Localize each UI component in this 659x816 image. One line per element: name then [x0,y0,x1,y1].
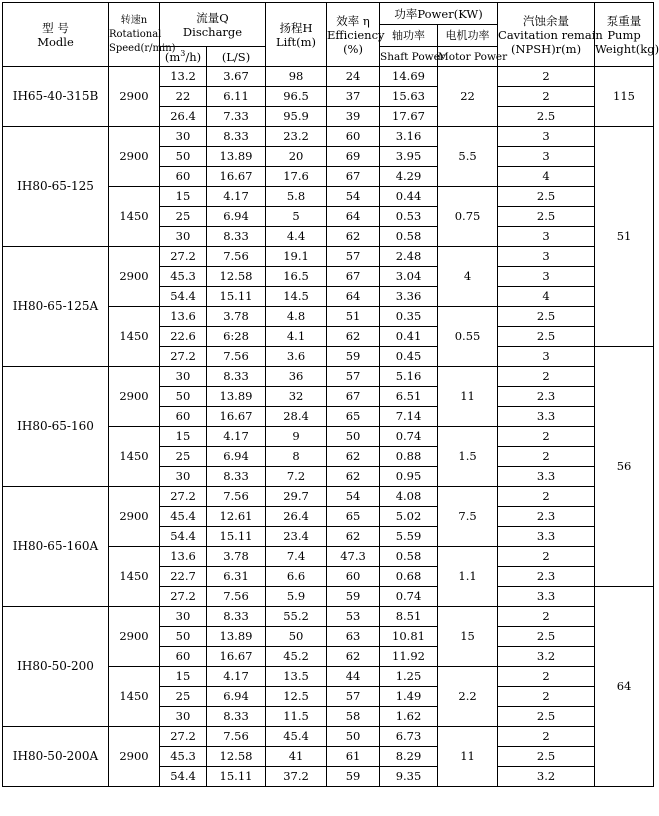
shaft-power-cell: 0.74 [380,427,438,447]
speed-cell: 2900 [109,67,160,127]
motor-power-cell: 2.2 [438,667,498,727]
motor-power-cell: 0.75 [438,187,498,247]
lift-cell: 36 [266,367,327,387]
discharge-ls-cell: 6.31 [207,567,266,587]
speed-cell: 1450 [109,427,160,487]
lift-cell: 20 [266,147,327,167]
page [2,2,659,787]
efficiency-cell: 44 [327,667,380,687]
efficiency-cell: 62 [327,327,380,347]
shaft-power-cell: 9.35 [380,767,438,787]
lift-cell: 37.2 [266,767,327,787]
discharge-m3h-cell: 60 [160,407,207,427]
discharge-ls-cell: 7.56 [207,487,266,507]
shaft-power-cell: 0.44 [380,187,438,207]
speed-cell: 1450 [109,307,160,367]
lift-cell: 45.4 [266,727,327,747]
npsh-cell: 2 [498,547,595,567]
discharge-ls-cell: 3.78 [207,547,266,567]
discharge-m3h-cell: 45.4 [160,507,207,527]
efficiency-cell: 59 [327,767,380,787]
npsh-cell: 2 [498,427,595,447]
shaft-power-cell: 10.81 [380,627,438,647]
header-weight [595,3,659,67]
shaft-power-cell: 2.48 [380,247,438,267]
discharge-ls-cell: 6.94 [207,687,266,707]
header-speed-cn: 转速n [120,14,148,26]
efficiency-cell: 62 [327,467,380,487]
npsh-cell: 3 [498,247,595,267]
shaft-power-cell: 0.53 [380,207,438,227]
lift-cell: 95.9 [266,107,327,127]
lift-cell: 23.2 [266,127,327,147]
motor-power-cell: 1.1 [438,547,498,607]
npsh-cell: 2.5 [498,187,595,207]
npsh-cell: 2.5 [498,707,595,727]
discharge-m3h-cell: 50 [160,627,207,647]
discharge-ls-cell: 8.33 [207,707,266,727]
discharge-ls-cell: 16.67 [207,647,266,667]
discharge-m3h-cell: 60 [160,167,207,187]
discharge-m3h-cell: 22.7 [160,567,207,587]
lift-cell: 4.8 [266,307,327,327]
discharge-ls-cell: 8.33 [207,127,266,147]
model-cell: IH80-50-200A [3,727,109,787]
motor-power-cell: 7.5 [438,487,498,547]
pump-weight-cell: 51 [595,127,654,347]
lift-cell: 12.5 [266,687,327,707]
efficiency-cell: 69 [327,147,380,167]
header-power-title: 功率Power(KW) [380,3,498,25]
discharge-ls-cell: 8.33 [207,227,266,247]
table-row [3,247,654,267]
header-lift-en: Lift(m) [275,34,317,49]
discharge-ls-cell: 3.67 [207,67,266,87]
efficiency-cell: 63 [327,627,380,647]
efficiency-cell: 39 [327,107,380,127]
speed-cell: 2900 [109,247,160,307]
speed-cell: 1450 [109,667,160,727]
lift-cell: 7.4 [266,547,327,567]
header-discharge-cn: 流量Q [196,10,229,25]
npsh-cell: 2.5 [498,107,595,127]
speed-cell: 2900 [109,487,160,547]
efficiency-cell: 60 [327,127,380,147]
efficiency-cell: 67 [327,167,380,187]
npsh-cell: 2 [498,447,595,467]
discharge-ls-cell: 15.11 [207,767,266,787]
npsh-cell: 3 [498,267,595,287]
shaft-power-cell: 8.51 [380,607,438,627]
discharge-m3h-cell: 54.4 [160,767,207,787]
speed-cell: 2900 [109,127,160,187]
shaft-power-cell: 0.58 [380,547,438,567]
header-discharge-unit-m3: $(m^3/h)$ [160,47,207,67]
discharge-m3h-cell: 45.3 [160,267,207,287]
shaft-power-cell: 6.51 [380,387,438,407]
discharge-ls-cell: 7.56 [207,247,266,267]
speed-cell: 1450 [109,187,160,247]
shaft-power-cell: 0.58 [380,227,438,247]
npsh-cell: 2.5 [498,747,595,767]
header-npsh-unit: (NPSH)r(m) [511,41,582,56]
shaft-power-cell: 5.59 [380,527,438,547]
shaft-power-cell: 4.29 [380,167,438,187]
npsh-cell: 3 [498,227,595,247]
motor-power-cell: 4 [438,247,498,307]
header-npsh-en: Cavitation remain [498,27,603,42]
lift-cell: 32 [266,387,327,407]
lift-cell: 96.5 [266,87,327,107]
efficiency-cell: 62 [327,527,380,547]
motor-power-cell: 11 [438,727,498,787]
discharge-ls-cell: 6.94 [207,207,266,227]
discharge-ls-cell: 4.17 [207,187,266,207]
shaft-power-cell: 0.68 [380,567,438,587]
npsh-cell: 2 [498,727,595,747]
npsh-cell: 3.3 [498,407,595,427]
lift-cell: 41 [266,747,327,767]
model-cell: IH80-65-125 [3,127,109,247]
motor-power-cell: 5.5 [438,127,498,187]
discharge-ls-cell: 6.11 [207,87,266,107]
header-weight-cn: 泵重量 [606,13,642,28]
npsh-cell: 4 [498,167,595,187]
discharge-ls-cell: 6.94 [207,447,266,467]
efficiency-cell: 57 [327,247,380,267]
discharge-m3h-cell: 54.4 [160,287,207,307]
lift-cell: 29.7 [266,487,327,507]
efficiency-cell: 62 [327,647,380,667]
table-row [3,607,654,627]
npsh-cell: 3.3 [498,587,595,607]
discharge-ls-cell: 3.78 [207,307,266,327]
npsh-cell: 3.3 [498,527,595,547]
discharge-ls-cell: 16.67 [207,167,266,187]
efficiency-cell: 62 [327,227,380,247]
table-row [3,487,654,507]
lift-cell: 50 [266,627,327,647]
header-speed-en1: Rotational [109,28,162,40]
shaft-power-cell: 5.16 [380,367,438,387]
efficiency-cell: 58 [327,707,380,727]
motor-power-cell: 1.5 [438,427,498,487]
shaft-power-cell: 3.16 [380,127,438,147]
shaft-power-cell: 11.92 [380,647,438,667]
npsh-cell: 3 [498,127,595,147]
npsh-cell: 3.2 [498,647,595,667]
discharge-m3h-cell: 30 [160,707,207,727]
npsh-cell: 2.3 [498,567,595,587]
discharge-m3h-cell: 60 [160,647,207,667]
npsh-cell: 3.2 [498,767,595,787]
efficiency-cell: 64 [327,287,380,307]
discharge-m3h-cell: 13.6 [160,307,207,327]
efficiency-cell: 54 [327,487,380,507]
table-row [3,727,654,747]
header-weight-en2: Weight(kg) [595,41,659,56]
npsh-cell: 2.5 [498,207,595,227]
shaft-power-cell: 0.35 [380,307,438,327]
efficiency-cell: 53 [327,607,380,627]
npsh-cell: 2 [498,367,595,387]
efficiency-cell: 47.3 [327,547,380,567]
shaft-power-cell: 1.49 [380,687,438,707]
discharge-ls-cell: 7.56 [207,347,266,367]
discharge-m3h-cell: 15 [160,187,207,207]
shaft-power-cell: 0.45 [380,347,438,367]
speed-cell: 2900 [109,607,160,667]
shaft-power-cell: 1.25 [380,667,438,687]
discharge-ls-cell: 7.33 [207,107,266,127]
lift-cell: 13.5 [266,667,327,687]
header-row-1 [3,3,654,25]
discharge-m3h-cell: 13.6 [160,547,207,567]
shaft-power-cell: 4.08 [380,487,438,507]
discharge-m3h-cell: 27.2 [160,347,207,367]
model-cell: IH80-65-160 [3,367,109,487]
efficiency-cell: 57 [327,687,380,707]
header-shaft-cn: 轴功率 [380,25,438,47]
npsh-cell: 2.5 [498,307,595,327]
efficiency-cell: 50 [327,427,380,447]
speed-cell: 2900 [109,727,160,787]
efficiency-cell: 59 [327,347,380,367]
discharge-ls-cell: 13.89 [207,147,266,167]
discharge-m3h-cell: 27.2 [160,487,207,507]
header-discharge [160,3,266,47]
pump-weight-cell: 115 [595,67,654,127]
efficiency-cell: 54 [327,187,380,207]
motor-power-cell: 0.55 [438,307,498,367]
efficiency-cell: 67 [327,267,380,287]
efficiency-cell: 59 [327,587,380,607]
header-speed [109,3,176,67]
shaft-power-cell: 7.14 [380,407,438,427]
lift-cell: 8 [266,447,327,467]
discharge-m3h-cell: 25 [160,207,207,227]
header-model-en: Modle [37,34,74,49]
discharge-ls-cell: 15.11 [207,287,266,307]
efficiency-cell: 61 [327,747,380,767]
npsh-cell: 2.5 [498,627,595,647]
lift-cell: 7.2 [266,467,327,487]
shaft-power-cell: 0.95 [380,467,438,487]
header-lift-cn: 扬程H [279,20,313,35]
header-efficiency-unit: (%) [343,41,363,56]
shaft-power-cell: 14.69 [380,67,438,87]
header-efficiency-en: Efficiency [327,27,385,42]
header-motor-cn: 电机功率 [438,25,498,47]
model-cell: IH80-65-160A [3,487,109,607]
discharge-m3h-cell: 45.3 [160,747,207,767]
shaft-power-cell: 17.67 [380,107,438,127]
lift-cell: 6.6 [266,567,327,587]
motor-power-cell: 11 [438,367,498,427]
discharge-m3h-cell: 22 [160,87,207,107]
discharge-ls-cell: 6:28 [207,327,266,347]
header-npsh [498,3,603,67]
model-cell: IH80-50-200 [3,607,109,727]
lift-cell: 26.4 [266,507,327,527]
npsh-cell: 3.3 [498,467,595,487]
header-discharge-unit-ls: (L/S) [207,47,266,67]
discharge-m3h-cell: 22.6 [160,327,207,347]
table-row [3,67,654,87]
lift-cell: 28.4 [266,407,327,427]
lift-cell: 14.5 [266,287,327,307]
shaft-power-cell: 0.74 [380,587,438,607]
discharge-m3h-cell: 27.2 [160,727,207,747]
speed-cell: 1450 [109,547,160,607]
efficiency-cell: 60 [327,567,380,587]
discharge-m3h-cell: 30 [160,227,207,247]
efficiency-cell: 57 [327,367,380,387]
discharge-ls-cell: 13.89 [207,387,266,407]
lift-cell: 55.2 [266,607,327,627]
lift-cell: 5 [266,207,327,227]
npsh-cell: 2.5 [498,327,595,347]
shaft-power-cell: 15.63 [380,87,438,107]
motor-power-cell: 15 [438,607,498,667]
header-efficiency [327,3,385,67]
npsh-cell: 2 [498,667,595,687]
header-shaft-en: Shaft Power [380,47,438,67]
npsh-cell: 4 [498,287,595,307]
header-lift [266,3,327,67]
efficiency-cell: 51 [327,307,380,327]
shaft-power-cell: 3.04 [380,267,438,287]
discharge-m3h-cell: 25 [160,687,207,707]
discharge-ls-cell: 7.56 [207,587,266,607]
lift-cell: 98 [266,67,327,87]
discharge-ls-cell: 8.33 [207,367,266,387]
header-efficiency-cn: 效率 η [336,13,370,28]
efficiency-cell: 24 [327,67,380,87]
discharge-m3h-cell: 25 [160,447,207,467]
discharge-ls-cell: 4.17 [207,427,266,447]
discharge-m3h-cell: 27.2 [160,247,207,267]
lift-cell: 19.1 [266,247,327,267]
efficiency-cell: 50 [327,727,380,747]
discharge-ls-cell: 8.33 [207,467,266,487]
npsh-cell: 2.3 [498,387,595,407]
header-weight-en1: Pump [607,27,641,42]
discharge-m3h-cell: 50 [160,387,207,407]
shaft-power-cell: 0.41 [380,327,438,347]
discharge-ls-cell: 13.89 [207,627,266,647]
lift-cell: 9 [266,427,327,447]
lift-cell: 3.6 [266,347,327,367]
discharge-ls-cell: 12.58 [207,747,266,767]
efficiency-cell: 37 [327,87,380,107]
discharge-ls-cell: 12.61 [207,507,266,527]
shaft-power-cell: 8.29 [380,747,438,767]
shaft-power-cell: 0.88 [380,447,438,467]
discharge-m3h-cell: 54.4 [160,527,207,547]
npsh-cell: 2 [498,687,595,707]
discharge-m3h-cell: 50 [160,147,207,167]
header-model-cn: 型 号 [42,20,69,35]
lift-cell: 5.9 [266,587,327,607]
lift-cell: 17.6 [266,167,327,187]
lift-cell: 11.5 [266,707,327,727]
shaft-power-cell: 6.73 [380,727,438,747]
model-cell: IH65-40-315B [3,67,109,127]
discharge-m3h-cell: 30 [160,367,207,387]
discharge-m3h-cell: 15 [160,427,207,447]
npsh-cell: 3 [498,147,595,167]
shaft-power-cell: 5.02 [380,507,438,527]
header-model [3,3,109,67]
header-speed-en2: Speed(r/min) [109,42,176,54]
npsh-cell: 2 [498,87,595,107]
discharge-m3h-cell: 30 [160,467,207,487]
discharge-m3h-cell: 30 [160,607,207,627]
discharge-m3h-cell: 27.2 [160,587,207,607]
discharge-ls-cell: 8.33 [207,607,266,627]
header-motor-en: Motor Power [438,47,498,67]
npsh-cell: 2 [498,487,595,507]
discharge-m3h-cell: 30 [160,127,207,147]
pump-weight-cell: 56 [595,347,654,587]
header-discharge-en: Discharge [182,24,243,39]
lift-cell: 16.5 [266,267,327,287]
lift-cell: 4.1 [266,327,327,347]
efficiency-cell: 65 [327,507,380,527]
lift-cell: 23.4 [266,527,327,547]
model-cell: IH80-65-125A [3,247,109,367]
shaft-power-cell: 1.62 [380,707,438,727]
shaft-power-cell: 3.36 [380,287,438,307]
shaft-power-cell: 3.95 [380,147,438,167]
discharge-ls-cell: 7.56 [207,727,266,747]
efficiency-cell: 65 [327,407,380,427]
discharge-ls-cell: 16.67 [207,407,266,427]
discharge-ls-cell: 12.58 [207,267,266,287]
lift-cell: 5.8 [266,187,327,207]
efficiency-cell: 62 [327,447,380,467]
npsh-cell: 2 [498,607,595,627]
efficiency-cell: 67 [327,387,380,407]
pump-weight-cell: 64 [595,587,654,787]
discharge-ls-cell: 15.11 [207,527,266,547]
motor-power-cell: 22 [438,67,498,127]
npsh-cell: 3 [498,347,595,367]
pump-performance-table [2,2,659,787]
table-row [3,367,654,387]
efficiency-cell: 64 [327,207,380,227]
header-npsh-cn: 汽蚀余量 [523,13,570,28]
npsh-cell: 2.3 [498,507,595,527]
discharge-m3h-cell: 15 [160,667,207,687]
lift-cell: 4.4 [266,227,327,247]
discharge-m3h-cell: 26.4 [160,107,207,127]
npsh-cell: 2 [498,67,595,87]
lift-cell: 45.2 [266,647,327,667]
discharge-ls-cell: 4.17 [207,667,266,687]
table-row [3,127,654,147]
discharge-m3h-cell: 13.2 [160,67,207,87]
speed-cell: 2900 [109,367,160,427]
